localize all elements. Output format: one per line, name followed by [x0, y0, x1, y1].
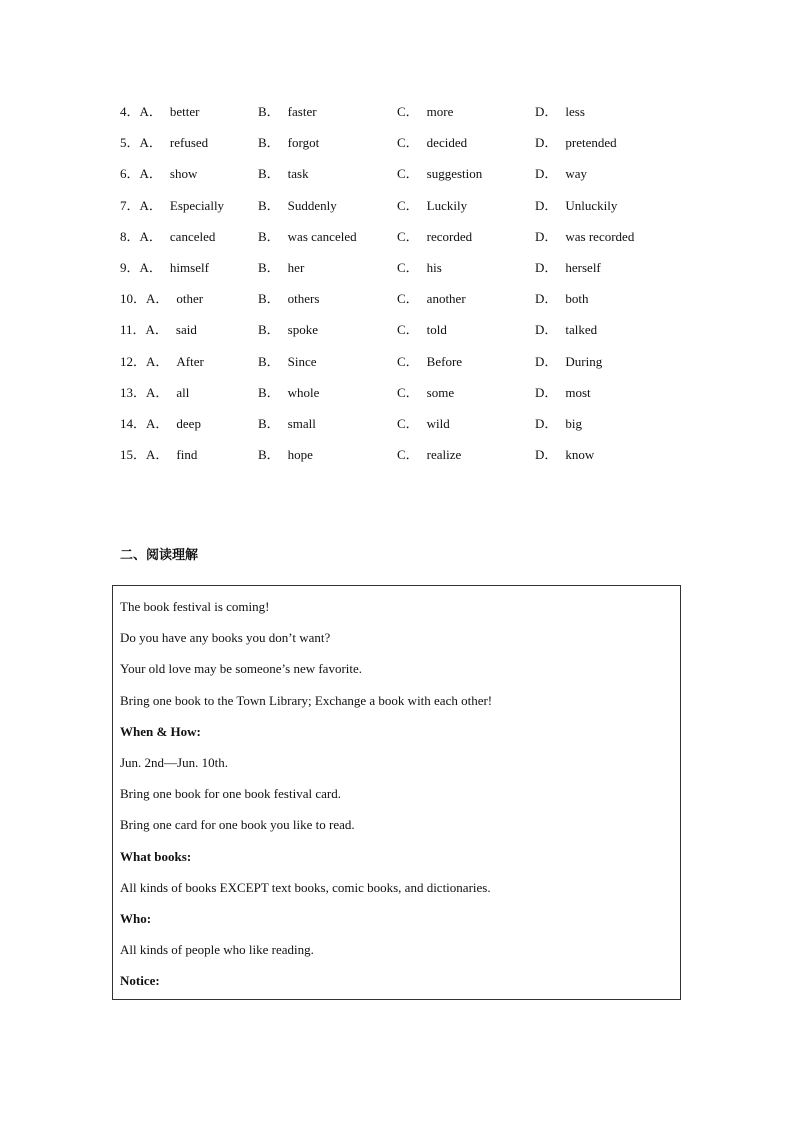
option-text: himself: [169, 259, 209, 275]
question-number: 8．: [120, 228, 140, 244]
option-a: [120, 165, 197, 183]
option-letter: A．: [146, 447, 169, 463]
option-text: canceled: [169, 228, 216, 244]
option-text: forgot: [287, 135, 320, 151]
option-letter: B．: [258, 353, 280, 369]
option-text: both: [565, 291, 589, 307]
option-letter: D．: [535, 322, 558, 338]
option-d: [535, 290, 589, 308]
option-letter: A．: [139, 135, 162, 151]
option-text: talked: [565, 322, 598, 338]
question-number: 12．: [120, 353, 147, 369]
option-text: After: [176, 353, 204, 369]
option-letter: D．: [535, 259, 558, 275]
option-a: [120, 384, 189, 402]
option-letter: D．: [535, 228, 558, 244]
option-c: [397, 321, 447, 339]
option-b: [258, 259, 304, 277]
passage-line: Your old love may be someone’s new favorite.: [120, 661, 363, 677]
option-letter: C．: [397, 384, 419, 400]
option-text: better: [169, 104, 200, 119]
option-text: was recorded: [565, 228, 635, 244]
option-b: [258, 290, 319, 308]
section-title: 二、阅读理解: [120, 548, 199, 563]
option-c: [397, 134, 467, 152]
option-letter: C．: [397, 291, 419, 307]
question-row: [120, 415, 680, 446]
question-number: 10．: [120, 291, 147, 307]
option-text: other: [176, 291, 204, 307]
option-text: herself: [565, 259, 601, 275]
passage-line: Bring one card for one book you like to read.: [120, 817, 355, 833]
question-number: 6．: [120, 166, 140, 182]
option-c: [397, 228, 472, 246]
option-text: deep: [176, 415, 201, 431]
option-text: show: [169, 166, 198, 182]
option-text: another: [426, 291, 466, 307]
option-letter: A．: [146, 291, 169, 307]
option-d: [535, 197, 617, 215]
option-text: told: [426, 322, 447, 338]
option-a: [120, 321, 197, 339]
option-letter: D．: [535, 384, 558, 400]
question-number: 5．: [120, 135, 140, 151]
question-row: [120, 259, 680, 290]
option-letter: A．: [146, 415, 169, 431]
option-text: said: [175, 322, 197, 338]
option-d: [535, 134, 617, 152]
passage-heading: What books:: [120, 848, 192, 864]
option-text: recorded: [426, 228, 473, 244]
option-text: all: [176, 384, 190, 400]
option-text: During: [565, 353, 603, 369]
option-c: [397, 290, 466, 308]
option-a: [120, 446, 197, 464]
option-text: small: [287, 415, 316, 431]
option-letter: D．: [535, 353, 558, 369]
option-b: [258, 197, 337, 215]
question-number: 13．: [120, 384, 147, 400]
option-a: [120, 197, 224, 215]
option-letter: B．: [258, 197, 280, 213]
option-d: [535, 165, 587, 183]
option-c: [397, 103, 453, 121]
option-b: [258, 103, 317, 121]
option-letter: A．: [139, 197, 162, 213]
option-text: find: [176, 447, 198, 463]
option-c: [397, 384, 454, 402]
option-d: [535, 415, 582, 433]
option-a: [120, 290, 203, 308]
question-row: [120, 353, 680, 384]
option-text: hope: [287, 447, 313, 463]
question-row: [120, 197, 680, 228]
option-letter: B．: [258, 447, 280, 463]
option-letter: D．: [535, 135, 558, 151]
passage-heading: When & How:: [120, 723, 201, 739]
question-row: [120, 384, 680, 415]
option-d: [535, 446, 594, 464]
option-d: [535, 321, 597, 339]
option-letter: A．: [139, 228, 162, 244]
question-number: 14．: [120, 415, 147, 431]
question-row: [120, 165, 680, 196]
option-letter: D．: [535, 447, 558, 463]
question-number: 9．: [120, 259, 140, 275]
option-text: Unluckily: [565, 197, 618, 213]
question-row: [120, 228, 680, 259]
option-letter: C．: [397, 447, 419, 463]
option-d: [535, 259, 601, 277]
option-c: [397, 353, 462, 371]
option-text: realize: [426, 447, 462, 463]
question-number: 7．: [120, 197, 140, 213]
option-letter: B．: [258, 228, 280, 244]
option-c: [397, 197, 467, 215]
option-letter: A．: [145, 322, 168, 338]
option-letter: A．: [139, 104, 162, 119]
option-text: his: [426, 259, 442, 275]
option-d: [535, 103, 585, 121]
option-text: Suddenly: [287, 197, 337, 213]
question-row: [120, 134, 680, 165]
passage-line: All kinds of people who like reading.: [120, 942, 314, 958]
option-letter: A．: [146, 353, 169, 369]
option-c: [397, 415, 450, 433]
passage-heading: Notice:: [120, 973, 160, 989]
option-letter: D．: [535, 415, 558, 431]
option-text: Before: [426, 353, 463, 369]
option-letter: C．: [397, 104, 419, 119]
option-text: Especially: [169, 197, 225, 213]
question-number: 4．: [120, 104, 140, 119]
option-d: [535, 228, 634, 246]
option-letter: B．: [258, 135, 280, 151]
option-text: suggestion: [426, 166, 483, 182]
option-text: task: [287, 166, 309, 182]
passage-line: Bring one book for one book festival card.: [120, 786, 341, 802]
option-text: most: [565, 384, 591, 400]
question-number: 15．: [120, 447, 147, 463]
option-text: less: [565, 104, 585, 119]
option-text: others: [287, 291, 320, 307]
passage-line: All kinds of books EXCEPT text books, comic books, and dictionaries.: [120, 879, 491, 895]
option-letter: A．: [139, 166, 162, 182]
option-c: [397, 165, 482, 183]
option-text: Since: [287, 353, 317, 369]
option-a: [120, 259, 209, 277]
question-number: 11．: [120, 322, 146, 338]
option-c: [397, 446, 461, 464]
passage-heading: Who:: [120, 911, 152, 926]
option-text: spoke: [287, 322, 319, 338]
option-letter: C．: [397, 228, 419, 244]
option-c: [397, 259, 442, 277]
option-letter: C．: [397, 353, 419, 369]
option-b: [258, 353, 317, 371]
question-row: [120, 103, 680, 134]
option-b: [258, 321, 318, 339]
passage-line: Jun. 2nd—Jun. 10th.: [120, 755, 228, 770]
passage-line: The book festival is coming!: [120, 599, 270, 614]
option-b: [258, 134, 319, 152]
option-b: [258, 165, 309, 183]
option-text: way: [565, 166, 588, 182]
option-letter: C．: [397, 197, 419, 213]
option-letter: C．: [397, 166, 419, 182]
option-text: her: [287, 259, 305, 275]
option-text: know: [565, 447, 595, 463]
option-text: some: [426, 384, 455, 400]
option-letter: A．: [139, 259, 162, 275]
option-text: refused: [169, 135, 209, 151]
option-text: big: [565, 415, 583, 431]
option-letter: A．: [146, 384, 169, 400]
option-letter: D．: [535, 291, 558, 307]
option-letter: B．: [258, 291, 280, 307]
option-b: [258, 446, 313, 464]
option-text: was canceled: [287, 228, 357, 244]
option-b: [258, 228, 357, 246]
option-b: [258, 415, 316, 433]
option-letter: B．: [258, 259, 280, 275]
option-letter: B．: [258, 415, 280, 431]
option-letter: C．: [397, 322, 419, 338]
option-text: wild: [426, 415, 450, 431]
option-letter: C．: [397, 415, 419, 431]
option-text: decided: [426, 135, 468, 151]
question-row: [120, 290, 680, 321]
option-a: [120, 228, 215, 246]
option-letter: B．: [258, 322, 280, 338]
option-d: [535, 384, 591, 402]
option-text: pretended: [565, 135, 617, 151]
question-row: [120, 321, 680, 352]
question-row: [120, 446, 680, 477]
option-a: [120, 353, 204, 371]
option-letter: D．: [535, 166, 558, 182]
reading-passage-box: [112, 585, 681, 1000]
option-text: faster: [287, 104, 317, 119]
option-a: [120, 103, 200, 121]
option-letter: D．: [535, 197, 558, 213]
option-letter: B．: [258, 166, 280, 182]
passage-line: Do you have any books you don’t want?: [120, 630, 331, 646]
passage-line: Bring one book to the Town Library; Exchange a book with each other!: [120, 692, 493, 708]
option-text: Luckily: [426, 197, 468, 213]
option-letter: B．: [258, 104, 280, 119]
option-d: [535, 353, 602, 371]
option-text: whole: [287, 384, 320, 400]
question-list: [120, 103, 680, 477]
option-letter: B．: [258, 384, 280, 400]
option-letter: D．: [535, 104, 558, 119]
option-letter: C．: [397, 135, 419, 151]
option-b: [258, 384, 319, 402]
option-text: more: [426, 104, 454, 119]
option-a: [120, 415, 201, 433]
option-letter: C．: [397, 259, 419, 275]
option-a: [120, 134, 208, 152]
